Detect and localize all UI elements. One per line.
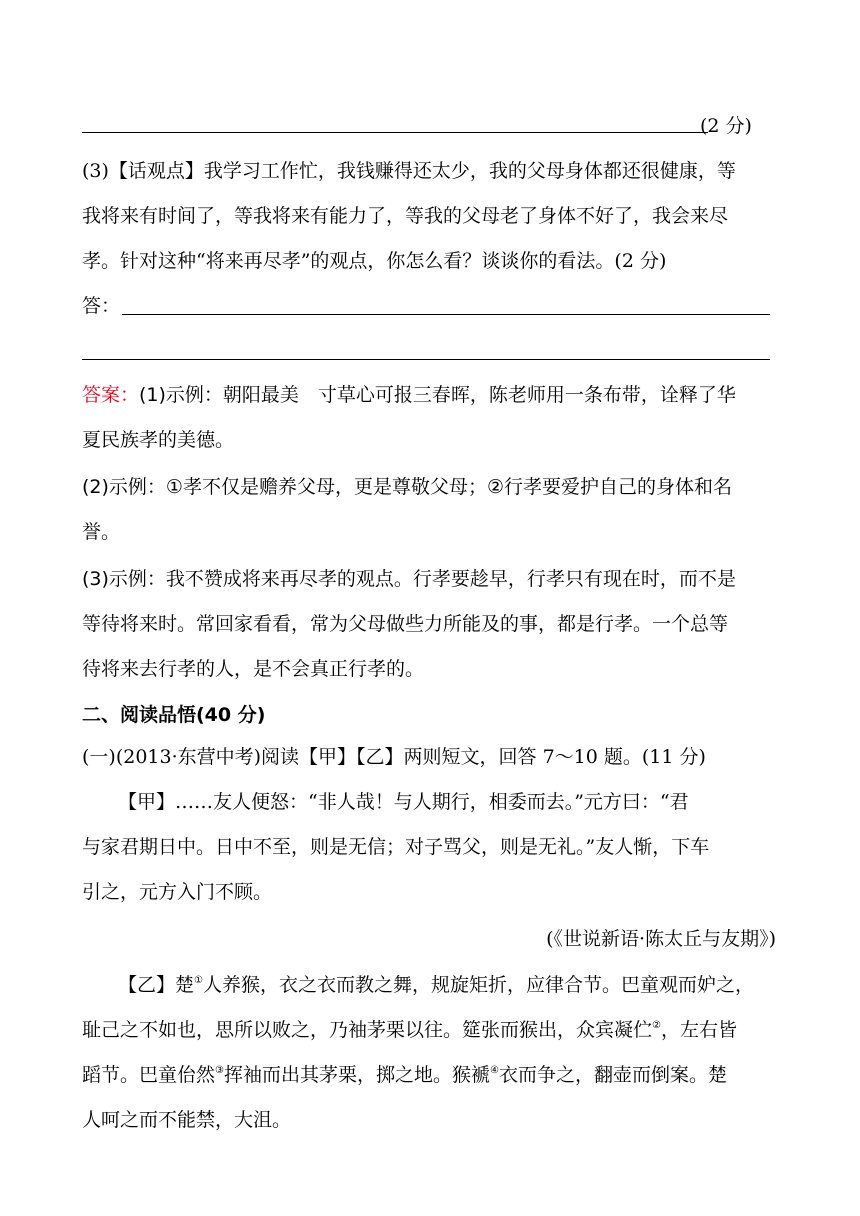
section-sub-heading: (一)(2013·东营中考)阅读【甲】【乙】两则短文，回答 7～10 题。(11 分) xyxy=(82,746,706,768)
passage-yi-line-1 xyxy=(118,973,818,997)
answer-2-line-1: (2)示例：①孝不仅是赡养父母，更是尊敬父母；②行孝要爱护自己的身体和名 xyxy=(82,476,732,498)
passage-yi-text: 【乙】楚 xyxy=(118,974,195,996)
question-3-line-2: 我将来有时间了，等我将来有能力了，等我的父母老了身体不好了，我会来尽 xyxy=(82,205,729,227)
question-3-line-1: (3)【话观点】我学习工作忙，我钱赚得还太少，我的父母身体都还很健康，等 xyxy=(82,160,736,182)
answer-input-line-2[interactable] xyxy=(82,359,770,360)
answer-blank-line xyxy=(82,132,708,133)
question-3-line-3: 孝。针对这种“将来再尽孝”的观点，你怎么看？谈谈你的看法。(2 分) xyxy=(82,250,667,272)
answer-3-line-3: 待将来去行孝的人，是不会真正行孝的。 xyxy=(82,658,425,680)
answer-prefix: 答： xyxy=(82,295,121,317)
footnote-marker: ① xyxy=(194,975,203,986)
score-label: (2 分) xyxy=(700,115,752,137)
passage-jia-line-1: 【甲】……友人便怒：“非人哉！与人期行，相委而去。”元方曰：“君 xyxy=(118,791,689,813)
passage-jia-line-3: 引之，元方入门不顾。 xyxy=(82,881,273,903)
footnote-marker: ④ xyxy=(490,1065,499,1076)
footnote-marker: ② xyxy=(652,1020,661,1031)
answer-label: 答案： xyxy=(82,384,140,406)
passage-yi-text: 蹈节。巴童佁然 xyxy=(82,1064,216,1086)
passage-yi-text: 耻己之不如也，思所以败之，乃袖茅栗以往。筵张而猴出，众宾凝伫 xyxy=(82,1019,653,1041)
answer-1-line-2: 夏民族孝的美德。 xyxy=(82,429,235,451)
passage-yi-line-2 xyxy=(82,1018,782,1042)
passage-yi-text: 人养猴，衣之衣而教之舞，规旋矩折，应律合节。巴童观而妒之， xyxy=(202,974,754,996)
passage-yi-text: 挥袖而出其茅栗，掷之地。猴褫 xyxy=(223,1064,490,1086)
section-heading: 二、阅读品悟(40 分) xyxy=(82,704,266,726)
answer-input-line-1[interactable] xyxy=(122,314,770,315)
passage-yi-text: ，左右皆 xyxy=(660,1019,737,1041)
passage-yi-line-3 xyxy=(82,1063,782,1087)
answer-3-line-2: 等待将来时。常回家看看，常为父母做些力所能及的事，都是行孝。一个总等 xyxy=(82,613,729,635)
passage-jia-line-2: 与家君期日中。日中不至，则是无信；对子骂父，则是无礼。”友人惭，下车 xyxy=(82,836,710,858)
passage-yi-text: 衣而争之，翻壶而倒案。楚 xyxy=(498,1064,727,1086)
footnote-marker: ③ xyxy=(215,1065,224,1076)
answer-2-line-2: 誉。 xyxy=(82,521,121,543)
answer-1-line-1 xyxy=(82,383,782,407)
answer-3-line-1: (3)示例：我不赞成将来再尽孝的观点。行孝要趁早，行孝只有现在时，而不是 xyxy=(82,568,736,590)
passage-yi-line-4: 人呵之而不能禁，大沮。 xyxy=(82,1109,292,1131)
answer-1-text: (1)示例：朝阳最美 寸草心可报三春晖，陈老师用一条布带，诠释了华 xyxy=(139,384,736,406)
passage-jia-source: (《世说新语·陈太丘与友期》) xyxy=(546,928,776,950)
